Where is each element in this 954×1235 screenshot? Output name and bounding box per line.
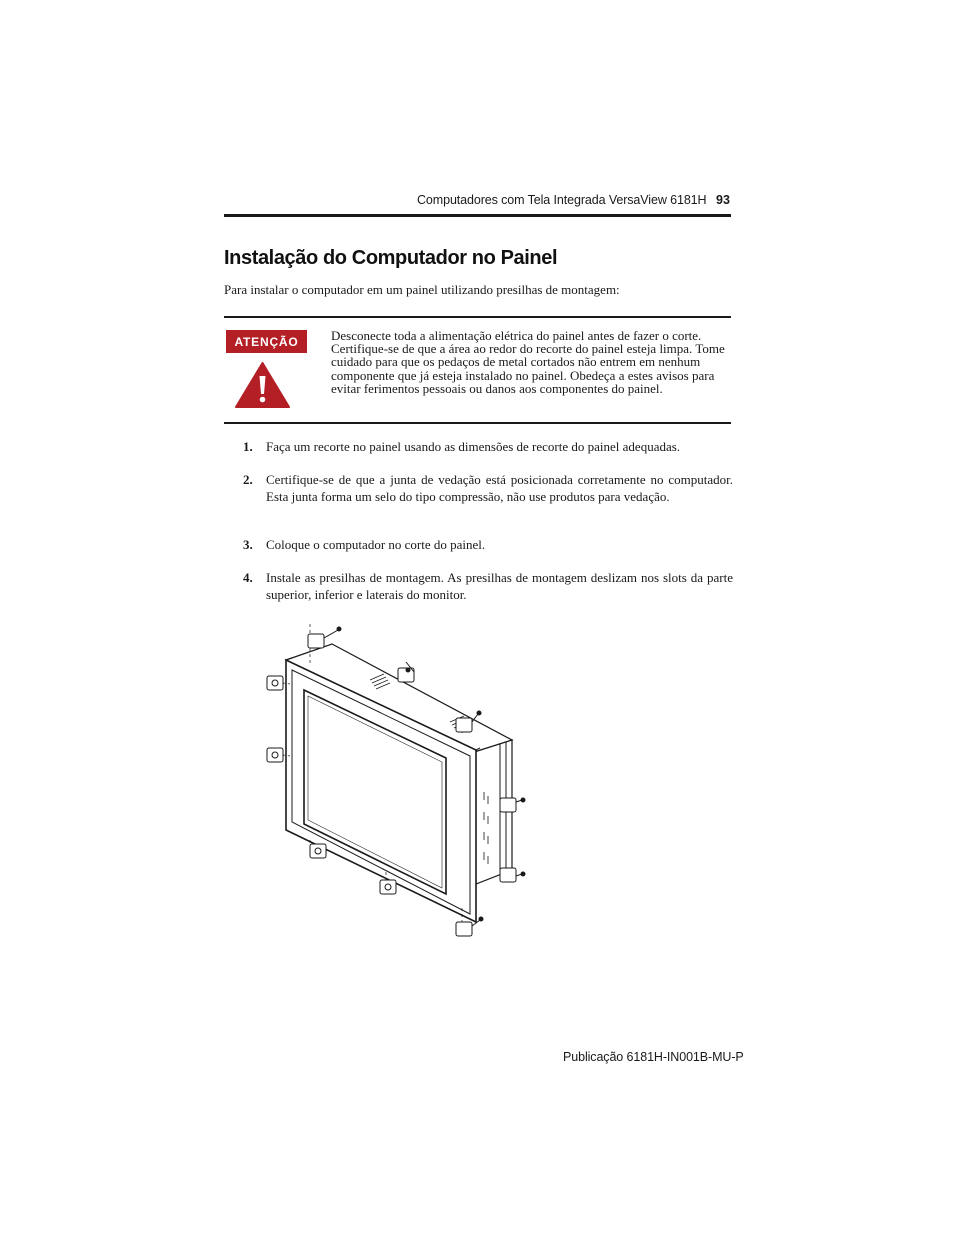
- attention-rule-bottom: [224, 422, 731, 424]
- attention-rule-top: [224, 316, 731, 318]
- page-number: 93: [716, 193, 730, 207]
- list-item: [243, 537, 733, 554]
- attention-text: Desconecte toda a alimentação elétrica do painel antes de fazer o corte. Certifique-se de que a área ao redor do recorte do painel esteja limpa. Tome cuidado para que os pedaços de metal cortados não entrem em nenhum componente que já esteja instalado no painel. Obedeça a estes avisos para evitar ferimentos pessoais ou danos aos componentes do painel.: [331, 328, 725, 396]
- step-number: 4.: [243, 570, 253, 585]
- step-number: 3.: [243, 537, 253, 552]
- section-title: Instalação do Computador no Painel: [224, 247, 558, 269]
- step-text: Coloque o computador no corte do painel.: [266, 537, 486, 552]
- attention-badge: ATENÇÃO: [226, 330, 307, 353]
- step-text: Certifique-se de que a junta de vedação está posicionada corretamente no computador. Esta junta forma um selo do tipo compressão, não use produtos para vedação.: [266, 472, 733, 504]
- list-item: [243, 439, 733, 456]
- list-item: [243, 570, 733, 603]
- step-text: Instale as presilhas de montagem. As presilhas de montagem deslizam nos slots da parte superior, inferior e laterais do monitor.: [266, 570, 733, 602]
- step-text: Faça um recorte no painel usando as dimensões de recorte do painel adequadas.: [266, 439, 681, 454]
- mounting-clips-diagram: [262, 622, 532, 944]
- step-number: 1.: [243, 439, 253, 454]
- publication-footer: Publicação 6181H-IN001B-MU-P: [563, 1050, 744, 1064]
- list-item: [243, 472, 733, 505]
- warning-triangle-icon: [234, 361, 291, 409]
- running-header: Computadores com Tela Integrada VersaView 6181H: [417, 193, 707, 207]
- step-number: 2.: [243, 472, 253, 487]
- intro-paragraph: Para instalar o computador em um painel utilizando presilhas de montagem:: [224, 282, 620, 297]
- header-rule: [224, 214, 731, 217]
